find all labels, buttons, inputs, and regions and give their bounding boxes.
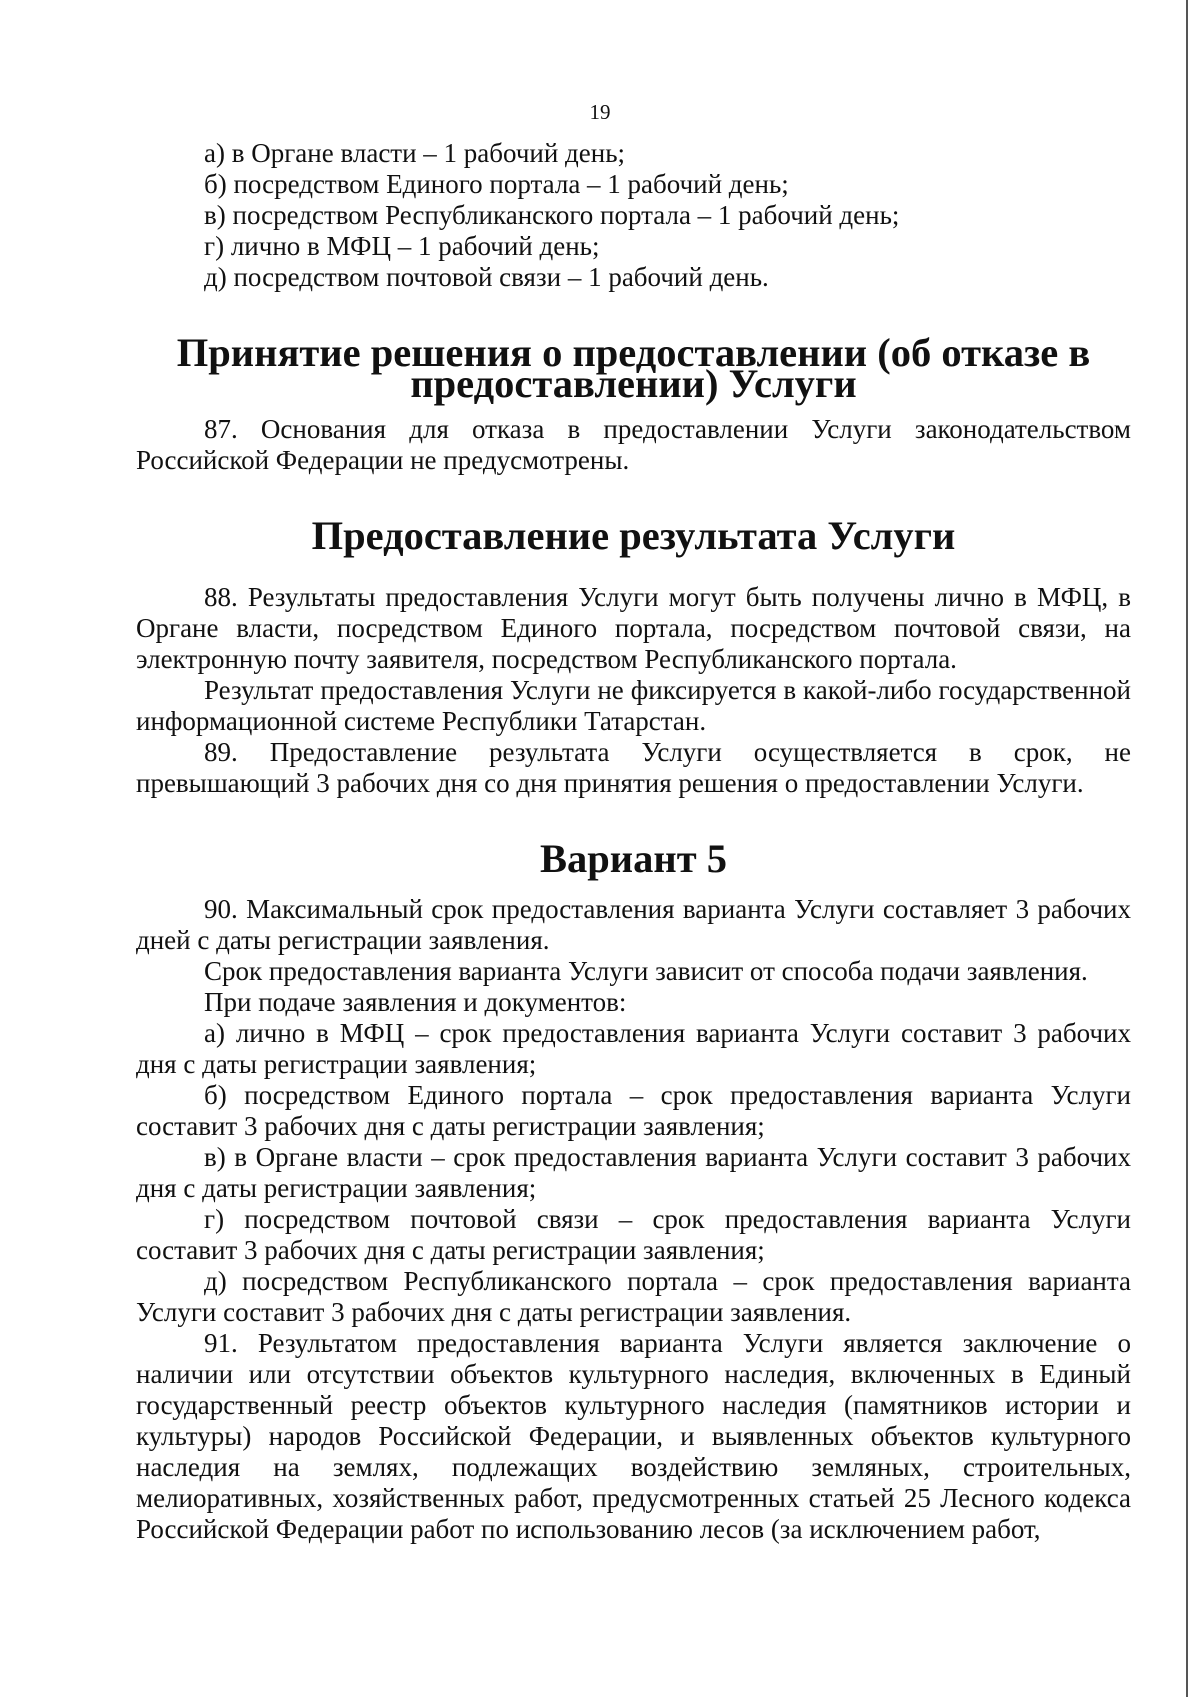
list-item-a: а) лично в МФЦ – срок предоставления варианта Услуги составит 3 рабочих дня с даты регистрации заявления; [136,1018,1131,1079]
paragraph-90-dependency: Срок предоставления варианта Услуги зависит от способа подачи заявления. [204,956,1088,986]
list-item: д) посредством почтовой связи – 1 рабочий день. [204,262,769,292]
list-item-e: д) посредством Республиканского портала – срок предоставления варианта Услуги составит 3 рабочих дня с даты регистрации заявления. [136,1266,1131,1327]
paragraph-91: 91. Результатом предоставления варианта Услуги является заключение о наличии или отсутствии объектов культурного наследия, включенных в Единый государственный реестр объектов культурного наследия (памятников истории и культуры) народов Российской Федерации, и выявленных объектов культурного наследия на землях, подлежащих воздействию земляных, строительных, мелиоративных, хозяйственных работ, предусмотренных статьей 25 Лесного кодекса Российской Федерации работ по использованию лесов (за исключением работ, [136,1328,1131,1544]
list-item-d: г) посредством почтовой связи – срок предоставления варианта Услуги составит 3 рабочих дня с даты регистрации заявления; [136,1204,1131,1265]
list-item: в) посредством Республиканского портала – 1 рабочий день; [204,200,900,230]
list-item: г) лично в МФЦ – 1 рабочий день; [204,231,600,261]
list-item: а) в Органе власти – 1 рабочий день; [204,138,626,168]
paragraph-89: 89. Предоставление результата Услуги осуществляется в срок, не превышающий 3 рабочих дня со дня принятия решения о предоставлении Услуги. [136,737,1131,798]
list-item-b: б) посредством Единого портала – срок предоставления варианта Услуги составит 3 рабочих дня с даты регистрации заявления; [136,1080,1131,1141]
paragraph-90-submission: При подаче заявления и документов: [204,987,627,1017]
list-item-c: в) в Органе власти – срок предоставления варианта Услуги составит 3 рабочих дня с даты регистрации заявления; [136,1142,1131,1203]
scan-edge-line [1186,0,1188,1697]
page-number: 19 [589,100,611,124]
list-item: б) посредством Единого портала – 1 рабочий день; [204,169,789,199]
paragraph-88-continued: Результат предоставления Услуги не фиксируется в какой-либо государственной информационной системе Республики Татарстан. [136,675,1131,736]
paragraph-87: 87. Основания для отказа в предоставлении Услуги законодательством Российской Федерации не предусмотрены. [136,414,1131,475]
paragraph-90: 90. Максимальный срок предоставления варианта Услуги составляет 3 рабочих дней с даты регистрации заявления. [136,894,1131,955]
document-body [136,138,1131,1545]
section-heading-decision: Принятие решения о предоставлении (об отказе в предоставлении) Услуги [176,330,1091,406]
paragraph-88: 88. Результаты предоставления Услуги могут быть получены лично в МФЦ, в Органе власти, посредством Единого портала, посредством почтовой связи, на электронную почту заявителя, посредством Республиканского портала. [136,582,1131,674]
section-heading-variant-5: Вариант 5 [540,836,727,881]
section-heading-result: Предоставление результата Услуги [311,513,956,558]
list-top [136,138,1131,293]
